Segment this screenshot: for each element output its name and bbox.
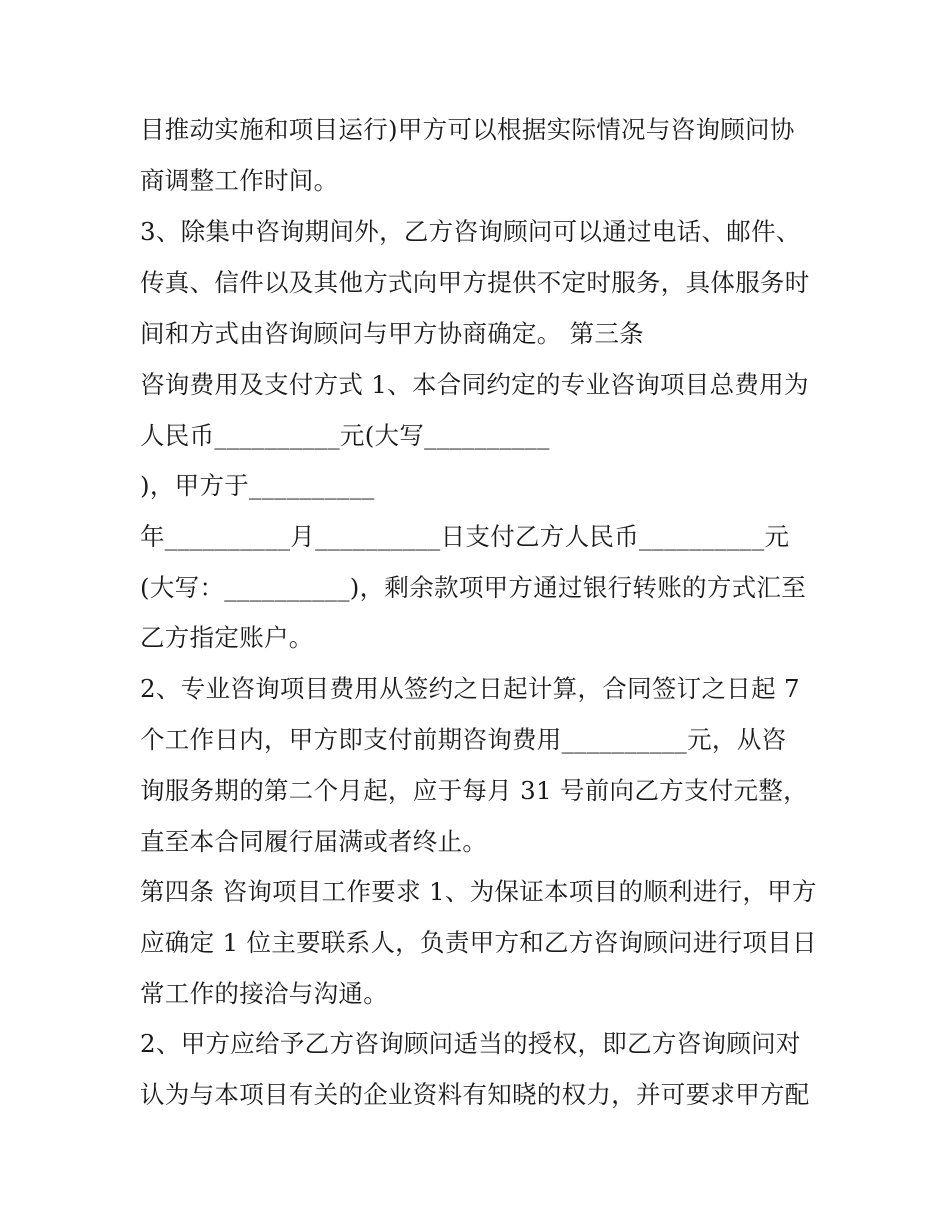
text-line: 间和方式由咨询顾问与甲方协商确定。 第三条 bbox=[140, 319, 645, 348]
text-line: 年__________月__________日支付乙方人民币__________元 bbox=[140, 522, 790, 551]
text-line: )，甲方于__________ bbox=[140, 471, 375, 500]
text-line: 传真、信件以及其他方式向甲方提供不定时服务，具体服务时 bbox=[140, 268, 810, 297]
text-line: 2、甲方应给予乙方咨询顾问适当的授权，即乙方咨询顾问对 bbox=[140, 1029, 801, 1058]
text-line: 个工作日内，甲方即支付前期咨询费用__________元，从咨 bbox=[140, 725, 787, 754]
text-line: 人民币__________元(大写__________ bbox=[140, 421, 550, 450]
text-line: 3、除集中咨询期间外，乙方咨询顾问可以通过电话、邮件、 bbox=[140, 217, 801, 246]
text-line: 询服务期的第二个月起，应于每月 31 号前向乙方支付元整， bbox=[140, 776, 808, 805]
text-line: 2、专业咨询项目费用从签约之日起计算，合同签订之日起 7 bbox=[140, 674, 800, 703]
text-line: (大写：__________)，剩余款项甲方通过银行转账的方式汇至 bbox=[140, 573, 807, 602]
text-line: 第四条 咨询项目工作要求 1、为保证本项目的顺利进行，甲方 bbox=[140, 877, 817, 906]
text-line: 乙方指定账户。 bbox=[140, 623, 314, 652]
text-line: 应确定 1 位主要联系人，负责甲方和乙方咨询顾问进行项目日 bbox=[140, 928, 817, 957]
text-line: 咨询费用及支付方式 1、本合同约定的专业咨询项目总费用为 bbox=[140, 370, 809, 399]
text-line: 目推动实施和项目运行)甲方可以根据实际情况与咨询顾问协 bbox=[140, 115, 795, 144]
text-line: 直至本合同履行届满或者终止。 bbox=[140, 827, 488, 856]
text-line: 认为与本项目有关的企业资料有知晓的权力，并可要求甲方配 bbox=[140, 1080, 810, 1109]
text-line: 常工作的接洽与沟通。 bbox=[140, 979, 388, 1008]
text-line: 商调整工作时间。 bbox=[140, 166, 339, 195]
